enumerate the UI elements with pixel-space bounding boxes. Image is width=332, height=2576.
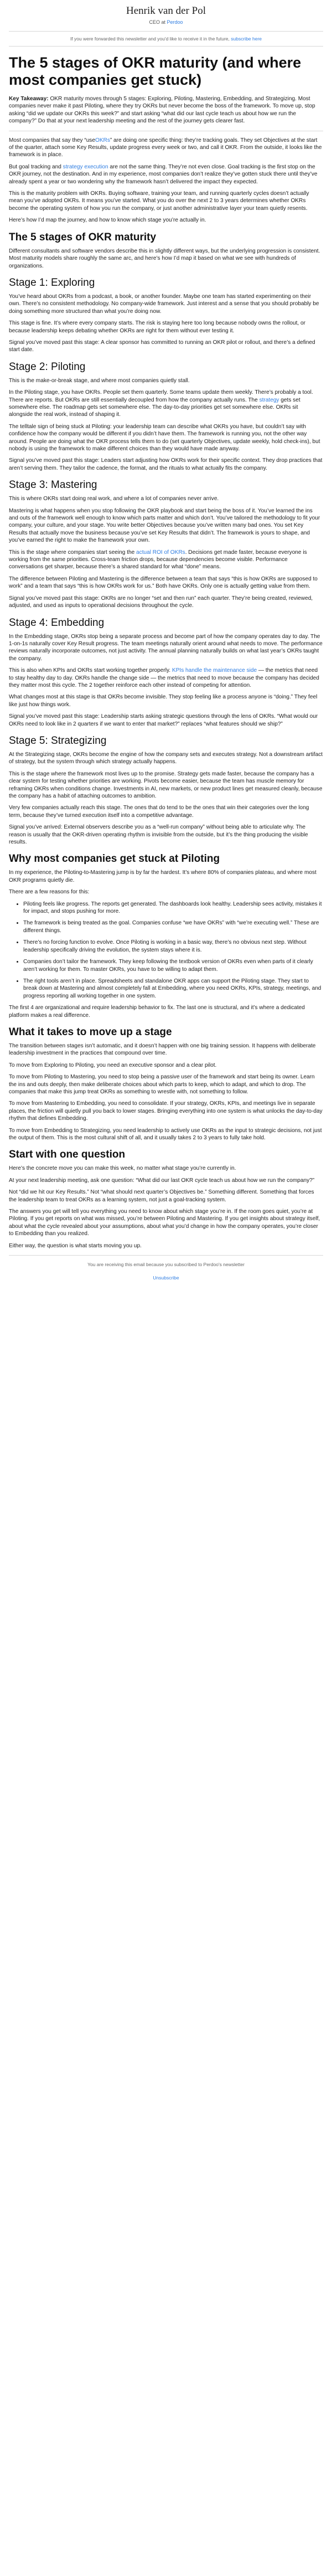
stage-4-heading: Stage 4: Embedding — [9, 616, 105, 629]
stage-2-paragraph-4: Signal you’ve moved past this stage: Leaders start adjusting how OKRs work for their specific context. They drop practices that aren’t serving them. They tailor the cadence, the format, and the rituals to what actually fits the company. — [9, 457, 323, 471]
stage-1-paragraph-2: This stage is fine. It’s where every company starts. The risk is staying here too long because nobody owns the rollout, or because leadership keeps debating whether OKRs are right for them without ever testing it. — [9, 320, 305, 334]
move-up-paragraph-2: To move from Exploring to Piloting, you need an executive sponsor and a clear pilot. — [9, 1062, 217, 1068]
forward-notice-text: If you were forwarded this newsletter and you'd like to receive it in the future, — [70, 36, 230, 42]
article-title: The 5 stages of OKR maturity (and where most companies get stuck) — [9, 54, 302, 88]
stage-1-paragraph-1: You’ve heard about OKRs from a podcast, a book, or another founder. Maybe one team has started experimenting on their own. There’s no consistent methodology. No company-wide framework. Just interest and a sense that you should probably be doing something more structured than what you’re doing now. — [9, 293, 319, 315]
text-span: Most companies that say they “use — [9, 137, 95, 143]
text-span: ” are doing one specific thing: they’re tracking goals. They set Objectives at the start of the quarter, attach some Key Results, update progress every week or two, and call it OKR. From the outside, it looks like the framework is in place. — [9, 137, 322, 158]
author-role-prefix: CEO at — [149, 19, 165, 25]
stage-5-paragraph-1: At the Strategizing stage, OKRs become the engine of how the company sets and executes strategy. Not a downstream artifact of strategy, but the system through which strategy actually happens. — [9, 751, 323, 765]
start-paragraph-4: The answers you get will tell you everything you need to know about which stage you’re in. If the room goes quiet, you’re at Piloting. If you get reports on what was missed, you’re between Piloting and Mastering. If you get insights about strategy itself, about what the cycle revealed about your assumptions, about what you’d change in how the company operates, you’re closer to Embedding than you realized. — [9, 1209, 320, 1237]
text-span: . Decisions get made faster, because everyone is working from the same priorities. Cross-team friction drops, because dependencies become visible. Performance conversations get sharper, because there’s a shared standard for what “done” means. — [9, 549, 307, 570]
text-span: are not the same thing. They’re not even close. Goal tracking is the first stop on the OKR journey, not the destination. And in my experience, most companies don’t realize they’ve gotten stuck there until they’ve already spent a year or two wondering why the framework hasn’t delivered the impact they expected. — [9, 163, 318, 185]
start-paragraph-5: Either way, the question is what starts moving you up. — [9, 1242, 142, 1249]
author-role — [9, 19, 323, 25]
stage-3-paragraph-1: This is where OKRs start doing real work, and where a lot of companies never arrive. — [9, 496, 219, 502]
author-name: Henrik van der Pol — [126, 5, 206, 17]
start-paragraph-3: Not “did we hit our Key Results.” Not “what should next quarter’s Objectives be.” Something different. Something that forces the leadership team to treat OKRs as a learning system, not just a goal-tracking system. — [9, 1189, 314, 1203]
strategy-link[interactable]: strategy — [259, 397, 279, 403]
text-span: gets set somewhere else. The roadmap gets set somewhere else. The day-to-day priorities get set somewhere else. OKRs sit alongside the real work, instead of shaping it. — [9, 397, 300, 418]
newsletter-header — [9, 0, 323, 25]
stage-2-paragraph-3: The telltale sign of being stuck at Piloting: your leadership team can describe what OKRs you have, but couldn’t say with confidence how the company would be different if you didn’t have them. The framework is running you, not the other way around. People are doing what the OKR process tells them to do (set quarterly Objectives, update weekly, hold check-ins), but nobody is using the framework to make different choices than they would have made anyway. — [9, 423, 320, 452]
stage-2-heading: Stage 2: Piloting — [9, 361, 86, 373]
text-span: In the Piloting stage, you have OKRs. People set them quarterly. Some teams update them weekly. There’s probably a tool. There are reports. But OKRs are still essentially decoupled from how the company actually runs. The — [9, 389, 313, 403]
key-takeaway — [9, 95, 323, 125]
stage-5-heading: Stage 5: Strategizing — [9, 734, 107, 747]
move-up-paragraph-3: To move from Piloting to Mastering, you need to stop being a passive user of the framework and start being its owner. Learn the ins and outs deeply, then make deliberate choices about which parts to keep, which to adapt, and which to drop. The companies that make this jump treat OKRs as something to wrestle with, not something to follow. — [9, 1074, 315, 1095]
stuck-paragraph-1: In my experience, the Piloting-to-Mastering jump is by far the hardest. It’s where 80% of companies plateau, and where most OKR programs quietly die. — [9, 870, 317, 883]
move-up-heading: What it takes to move up a stage — [9, 1026, 172, 1038]
text-span: This is the stage where companies start seeing the — [9, 549, 135, 556]
stage-4-paragraph-3: What changes most at this stage is that OKRs become invisible. They stop feeling like a process anyone is “doing.” They feel like just how things work. — [9, 694, 318, 708]
stage-5-paragraph-2: This is the stage where the framework most lives up to the promise. Strategy gets made faster, because the company has a clear system for testing whether priorities are working. Pivots become easier, because the team has muscle memory for reframing OKRs when conditions change. Investments in AI, new markets, or new product lines get measured cleanly, because the company has a habit of attaching outcomes to ambition. — [9, 770, 323, 799]
start-paragraph-2: At your next leadership meeting, ask one question: “What did our last OKR cycle teach us about how we run the company?” — [9, 1177, 315, 1184]
list-item: • The framework is being treated as the goal. Companies confuse “we have OKRs” with “we’re executing well.” These are different things. — [23, 919, 323, 934]
stuck-paragraph-3: The first 4 are organizational and require leadership behavior to fix. The last one is structural, and it’s where a dedicated platform makes a real difference. — [9, 1005, 305, 1019]
opening-paragraph-3: This is the maturity problem with OKRs. Buying software, training your team, and running quarterly cycles doesn’t actually mean you’ve adopted OKRs. It means you’ve started. What you do over the next 2 to 3 years determines whether OKRs become the operating system of how you run the company, or just another administrative layer your team quietly resents. — [9, 191, 309, 212]
stuck-reasons-list — [9, 901, 323, 1000]
forward-notice — [9, 35, 323, 42]
header-divider — [9, 31, 323, 32]
company-link[interactable]: Perdoo — [167, 19, 183, 25]
strategy-execution-link[interactable]: strategy execution — [63, 163, 108, 170]
stage-3-paragraph-4: The difference between Piloting and Mastering is the difference between a team that says “this is how OKRs are supposed to work” and a team that says “this is how OKRs work for us.” Both have OKRs. Only one is actually getting value from them. — [9, 575, 318, 590]
stage-2-paragraph-2 — [9, 389, 323, 419]
newsletter-footer — [9, 1256, 323, 1292]
key-takeaway-label: Key Takeaway: — [9, 96, 49, 102]
move-up-paragraph-5: To move from Embedding to Strategizing, you need leadership to actively use OKRs as the input to strategic decisions, not just the output of them. This is the most cultural shift of all, and it usually takes 2 to 3 years to fully take hold. — [9, 1127, 322, 1141]
list-item: • The right tools aren’t in place. Spreadsheets and standalone OKR apps can support the Piloting stage. They start to break down at Mastering and almost completely fall at Embedding, where you need OKRs, KPIs, strategy, meetings, and progress reporting all working together in one system. — [23, 978, 323, 1000]
text-span: But goal tracking and — [9, 163, 61, 170]
five-stages-heading: The 5 stages of OKR maturity — [9, 231, 157, 243]
stage-3-paragraph-5: Signal you’ve moved past this stage: OKRs are no longer “set and then run” each quarter. They’re being created, reviewed, adjusted, and used as inputs to operational decisions throughout the cycle. — [9, 595, 313, 609]
stage-1-heading: Stage 1: Exploring — [9, 276, 95, 289]
key-takeaway-text: OKR maturity moves through 5 stages: Exploring, Piloting, Mastering, Embedding, and Strategizing. Most companies never make it past Piloting, where they try OKRs but never become the boss of the framework. To move up, stop asking “did we update our OKRs this week?” and start asking “what did our last cycle teach us about how we run the company?” Do that at your next leadership meeting and the rest of the journey gets clearer fast. — [9, 96, 315, 125]
stage-4-paragraph-1: In the Embedding stage, OKRs stop being a separate process and become part of how the company operates day to day. The 1-on-1s naturally cover Key Result progress. The team meetings naturally orient around what needs to move. The performance reviews naturally incorporate outcomes, not just activity. The annual planning naturally builds on what last year’s OKRs taught the company. — [9, 633, 323, 662]
stage-5-paragraph-4: Signal you’ve arrived: External observers describe you as a “well-run company” without being able to articulate why. The reason is usually that the OKR-driven operating rhythm is invisible from the outside, but it’s the thing producing the visible results. — [9, 824, 308, 846]
unsubscribe-link[interactable]: Unsubscribe — [153, 1275, 179, 1281]
stuck-heading: Why most companies get stuck at Piloting — [9, 853, 220, 865]
stage-2-paragraph-1: This is the make-or-break stage, and where most companies quietly stall. — [9, 377, 190, 384]
okrs-link[interactable]: OKRs — [95, 137, 110, 143]
text-span: — the metrics that need to stay healthy day to day. OKRs handle the change side — the metrics that need to move because the company has decided they matter most this cycle. The 2 together reinforce each other instead of competing for attention. — [9, 667, 319, 688]
stage-5-paragraph-3: Very few companies actually reach this stage. The ones that do tend to be the ones that win their categories over the long term, because they’ve turned execution itself into a competitive advantage. — [9, 805, 309, 819]
list-item: • Piloting feels like progress. The reports get generated. The dashboards look healthy. Leadership sees activity, mistakes it for impact, and stops pushing for more. — [23, 901, 323, 916]
subscribe-link[interactable]: subscribe here — [231, 36, 262, 42]
opening-paragraph-2 — [9, 163, 323, 186]
notice-divider — [9, 46, 323, 47]
okr-roi-link[interactable]: actual ROI of OKRs — [136, 549, 185, 556]
stage-3-paragraph-3 — [9, 549, 323, 571]
move-up-paragraph-1: The transition between stages isn’t automatic, and it doesn’t happen with one big training session. It happens with deliberate leadership investment in the practices that compound over time. — [9, 1042, 316, 1057]
text-span: This is also when KPIs and OKRs start working together properly. — [9, 667, 171, 674]
kpis-maintenance-link[interactable]: KPIs handle the maintenance side — [172, 667, 257, 674]
start-heading: Start with one question — [9, 1149, 126, 1161]
stage-3-paragraph-2: Mastering is what happens when you stop following the OKR playbook and start being the boss of it. You’ve learned the ins and outs of the framework well enough to know which parts matter and which don’t. You’ve tailored the methodology to fit your company, your culture, and your stage. You write better Objectives because you’ve written many bad ones. You set Key Results that actually move the business because you’ve set Key Results that didn’t. The framework is yours to shape, and you’ve earned the right to make the framework your own. — [9, 507, 320, 544]
five-stages-paragraph: Different consultants and software vendors describe this in slightly different ways, but the underlying progression is consistent. Most maturity models share roughly the same arc, and here’s how I’d map it based on what we see with hundreds of organizations. — [9, 248, 320, 269]
move-up-paragraph-4: To move from Mastering to Embedding, you need to consolidate. If your strategy, OKRs, KPIs, and meetings live in separate places, the friction will quietly pull you back to lower stages. Bringing everything into one system is what unlocks the day-to-day rhythm that defines Embedding. — [9, 1101, 323, 1122]
stage-3-heading: Stage 3: Mastering — [9, 479, 97, 491]
list-item: • There’s no forcing function to evolve. Once Piloting is working in a basic way, there’s no obvious next step. Without leadership specifically driving the evolution, the system stays where it is. — [23, 939, 323, 954]
stuck-paragraph-2: There are a few reasons for this: — [9, 889, 90, 896]
stage-4-paragraph-2 — [9, 667, 323, 689]
stage-1-paragraph-3: Signal you’ve moved past this stage: A clear sponsor has committed to running an OKR pilot or rollout, and there’s a defined start date. — [9, 339, 315, 353]
list-item: • Companies don’t tailor the framework. They keep following the textbook version of OKRs even when parts of it clearly aren’t working for them. To master OKRs, you have to be willing to adapt them. — [23, 958, 323, 973]
stage-4-paragraph-4: Signal you’ve moved past this stage: Leadership starts asking strategic questions through the lens of OKRs. “What would our OKRs need to look like in 2 quarters if we want to enter that market?” replaces “what features should we ship?” — [9, 713, 318, 727]
subscription-note: You are receiving this email because you subscribed to Perdoo's newsletter — [87, 1262, 245, 1268]
start-paragraph-1: Here’s the concrete move you can make this week, no matter what stage you’re currently in. — [9, 1165, 236, 1172]
opening-paragraph-4: Here’s how I’d map the journey, and how to know which stage you’re actually in. — [9, 217, 206, 224]
opening-paragraph-1 — [9, 137, 323, 159]
